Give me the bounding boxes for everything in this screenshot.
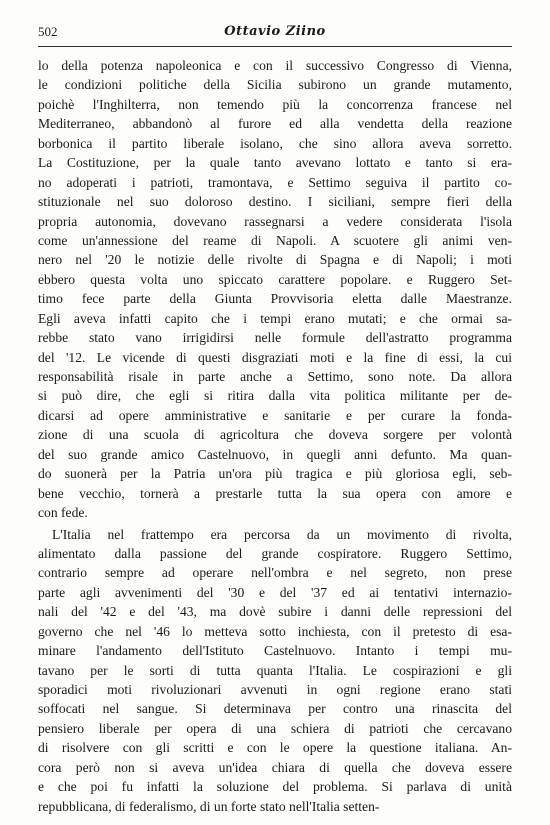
text-line: repubblicana, di federalismo, di un forte stato nell'Italia setten- bbox=[38, 798, 380, 814]
text-line: do suonerà per la Patria un'ora più tragica e più gloriosa egli, seb- bbox=[38, 466, 512, 482]
page-number: 502 bbox=[38, 24, 58, 39]
text-line: borbonica il partito liberale isolano, che sino allora aveva sorretto. bbox=[38, 135, 512, 151]
text-line: soffocati nel sangue. Si determinava per contro una rinascita del bbox=[38, 701, 512, 717]
paragraph bbox=[38, 56, 512, 523]
text-line: Egli aveva infatti capito che i tempi erano mutati; e che ormai sa- bbox=[38, 310, 512, 326]
text-line: bene vecchio, tornerà a prestarle tutta la sua opera con amore e bbox=[38, 485, 512, 501]
text-line: propria autonomia, dovevano rassegnarsi a vedere considerata l'isola bbox=[38, 213, 512, 229]
header-rule bbox=[38, 46, 512, 47]
text-line: rebbe stato vano irrigidirsi nelle formule dell'astratto programma bbox=[38, 330, 512, 346]
text-line: sporadici moti rivoluzionari avvenuti in ogni regione erano stati bbox=[38, 682, 512, 697]
text-line: con fede. bbox=[38, 505, 88, 521]
text-line: no adoperati i patrioti, tramontava, e Settimo seguiva il partito co- bbox=[38, 174, 512, 190]
text-line: Mediterraneo, abbandonò al furore ed alla vendetta della reazione bbox=[38, 116, 512, 132]
body-text bbox=[38, 56, 512, 816]
text-line: parte agli avvenimenti del '30 e del '37 ed ai tentativi internazio- bbox=[38, 584, 512, 600]
text-line: ebbero questa volta uno spiccato carattere popolare. e Ruggero Set- bbox=[38, 271, 512, 287]
running-title: Ottavio Ziino bbox=[224, 24, 326, 39]
text-line: del suo grande amico Castelnuovo, in quegli anni defunto. Ma quan- bbox=[38, 446, 512, 462]
text-line: si può dire, che egli si ritira dalla vita politica militante per de- bbox=[38, 388, 512, 404]
text-line: nali del '42 e del '43, ma dovè subire i danni delle repressioni del bbox=[38, 604, 512, 620]
text-line: lo della potenza napoleonica e con il successivo Congresso di Vienna, bbox=[38, 58, 512, 73]
text-line: di risolvere con gli scritti e con le opere la questione italiana. An- bbox=[38, 740, 512, 756]
paragraph bbox=[38, 525, 512, 817]
text-line: zione di una scuola di agricoltura che doveva sorgere per volontà bbox=[38, 427, 512, 443]
text-line: le condizioni politiche della Sicilia subirono un grande mutamento, bbox=[38, 77, 512, 93]
text-line: La Costituzione, per la quale tanto avevano lottato e tanto si era- bbox=[38, 155, 512, 171]
text-line: del '12. Le vicende di questi disgraziati moti e la fine di essi, la cui bbox=[38, 349, 512, 365]
text-line: stituzionale nel suo doloroso destino. I siciliani, sempre fieri della bbox=[38, 194, 512, 210]
text-line: nero nel '20 le notizie delle rivolte di Spagna e di Napoli; i moti bbox=[38, 252, 512, 268]
text-line: responsabilità risale in parte anche a Settimo, sono note. Da allora bbox=[38, 369, 512, 384]
text-line: alimentato dalla passione del grande cospiratore. Ruggero Settimo, bbox=[38, 545, 512, 561]
text-line: come un'annessione del reame di Napoli. A scuotere gli animi ven- bbox=[38, 232, 512, 248]
text-line: timo fece parte della Giunta Provvisoria eletta dalle Maestranze. bbox=[38, 291, 512, 307]
text-line: dicarsi ad opere amministrative e sanitarie e per curare la fonda- bbox=[38, 407, 512, 423]
text-line: poichè l'Inghilterra, non temendo più la concorrenza francese nel bbox=[38, 96, 512, 112]
text-line: contrario sempre ad operare nell'ombra e nel segreto, non prese bbox=[38, 565, 512, 581]
text-line: pensiero liberale per opera di una schiera di patrioti che cercavano bbox=[38, 720, 512, 736]
text-line: L'Italia nel frattempo era percorsa da un movimento di rivolta, bbox=[52, 526, 512, 542]
text-line: minare l'andamento dell'Istituto Castelnuovo. Intanto i tempi mu- bbox=[38, 643, 512, 659]
text-line: tavano per le sorti di tutta quanta l'Italia. Le cospirazioni e gli bbox=[38, 662, 512, 678]
text-line: e che poi fu infatti la soluzione del problema. Si parlava di unità bbox=[38, 779, 512, 795]
running-header bbox=[38, 24, 512, 42]
text-line: governo che nel '46 lo metteva sotto inchiesta, con il pretesto di esa- bbox=[38, 623, 512, 639]
text-line: cora però non si aveva un'idea chiara di quella che doveva essere bbox=[38, 759, 512, 775]
